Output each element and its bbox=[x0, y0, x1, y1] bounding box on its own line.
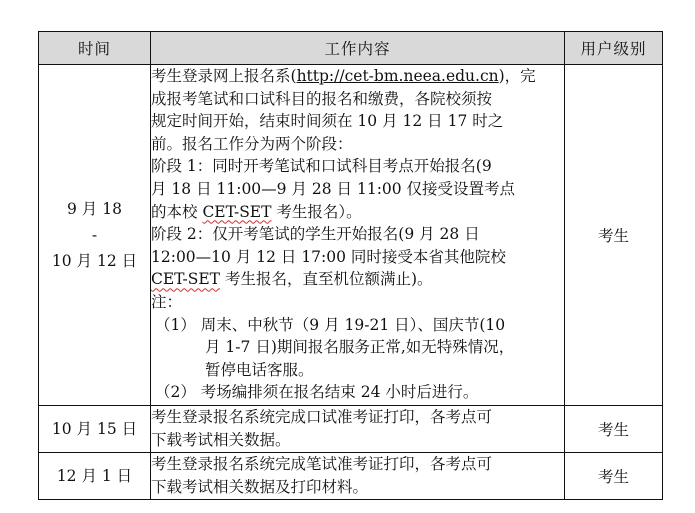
time-cell bbox=[39, 65, 151, 406]
cet-set-term: CET-SET bbox=[151, 270, 221, 289]
content-cell bbox=[151, 406, 565, 453]
registration-link[interactable]: http://cet-bm.neea.edu.cn bbox=[296, 67, 499, 85]
content-line: 阶段 2：仅开考笔试的学生开始报名(9 月 28 日 bbox=[151, 225, 480, 244]
time-cell: 12 月 1 日 bbox=[39, 453, 151, 500]
content-cell bbox=[151, 65, 565, 406]
content-line: 考生登录网上报名系(http://cet-bm.neea.edu.cn)，完 bbox=[151, 67, 536, 85]
time-cell: 10 月 15 日 bbox=[39, 406, 151, 453]
level-cell: 考生 bbox=[565, 406, 663, 453]
time-dash: - bbox=[91, 226, 98, 244]
content-line: 考生登录报名系统完成笔试准考证打印，各考点可 bbox=[151, 455, 493, 473]
time-end: 10 月 12 日 bbox=[51, 252, 138, 270]
content-line: 阶段 1：同时开考笔试和口试科目考点开始报名(9 bbox=[151, 157, 492, 176]
content-line: 前。报名工作分为两个阶段： bbox=[151, 134, 353, 153]
content-cell bbox=[151, 453, 565, 500]
content-line: 考生登录报名系统完成口试准考证打印，各考点可 bbox=[151, 408, 493, 426]
content-line: 成报考笔试和口试科目的报名和缴费，各院校须按 bbox=[151, 89, 493, 108]
table-row bbox=[39, 453, 663, 500]
time-start: 9 月 18 bbox=[67, 200, 122, 218]
content-line: 下载考试相关数据及打印材料。 bbox=[151, 477, 369, 496]
content-line: 下载考试相关数据。 bbox=[151, 430, 291, 449]
table-row bbox=[39, 65, 663, 406]
header-content: 工作内容 bbox=[151, 32, 565, 65]
table-row bbox=[39, 406, 663, 453]
schedule-table bbox=[38, 31, 663, 500]
content-line: CET-SET 考生报名，直至机位额满止)。 bbox=[151, 270, 433, 289]
content-line: 12:00—10 月 12 日 17:00 同时接受本省其他院校 bbox=[151, 247, 506, 266]
cet-set-term: CET-SET bbox=[202, 202, 272, 221]
content-line: （2） 考场编排须在报名结束 24 小时后进行。 bbox=[155, 383, 479, 402]
content-line: 的本校 CET-SET 考生报名）。 bbox=[151, 202, 362, 221]
content-line: （1） 周末、中秋节（9 月 19-21 日）、国庆节(10 bbox=[155, 315, 506, 334]
level-cell: 考生 bbox=[565, 65, 663, 406]
content-line: 暂停电话客服。 bbox=[205, 360, 314, 379]
level-cell: 考生 bbox=[565, 453, 663, 500]
content-line: 注： bbox=[151, 292, 183, 311]
content-line: 月 18 日 11:00—9 月 28 日 11:00 仅接受设置考点 bbox=[151, 179, 516, 198]
content-line: 月 1-7 日)期间报名服务正常,如无特殊情况， bbox=[205, 338, 515, 357]
content-line: 规定时间开始，结束时间须在 10 月 12 日 17 时之 bbox=[151, 112, 504, 131]
header-row bbox=[39, 32, 663, 65]
header-level: 用户级别 bbox=[565, 32, 663, 65]
header-time: 时间 bbox=[39, 32, 151, 65]
